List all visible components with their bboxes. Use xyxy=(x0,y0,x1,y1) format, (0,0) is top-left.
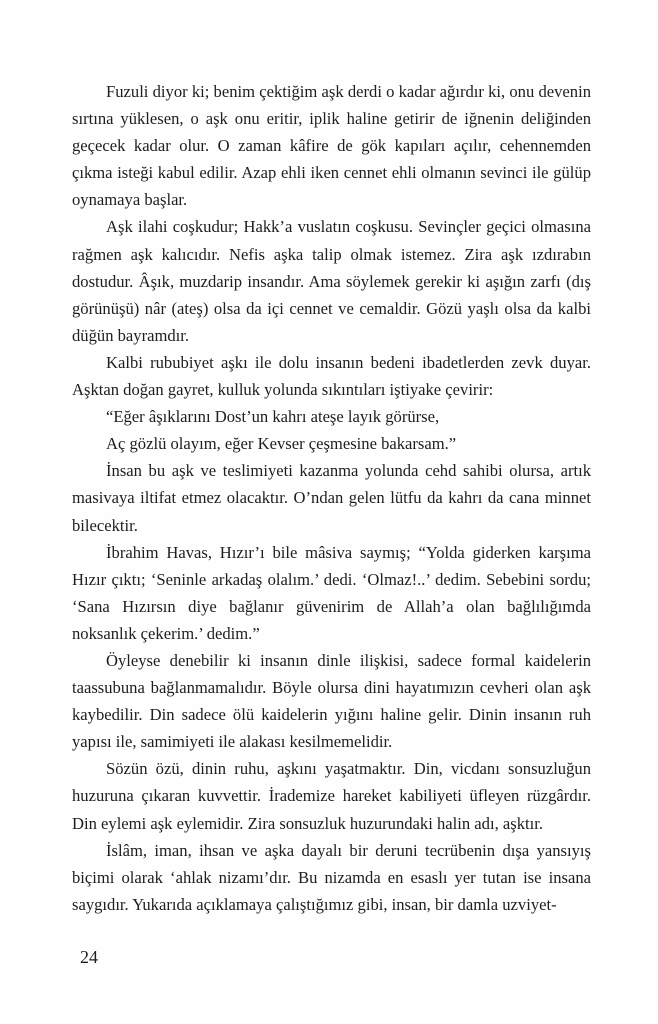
body-text xyxy=(72,78,591,918)
verse-line-2: Aç gözlü olayım, eğer Kevser çeşmesine bakarsam.” xyxy=(106,434,457,454)
paragraph-islam: İslâm, iman, ihsan ve aşka dayalı bir deruni tecrübenin dışa yansıyış biçimi olarak ‘ahlak nizamı’dır. Bu nizamda en esaslı yer tutan ise insana saygıdır. Yukarıda açıklamaya çalıştığımız gibi, insan, bir damla uzviyet- xyxy=(72,840,591,914)
paragraph-oyleyse: Öyleyse denebilir ki insanın dinle ilişkisi, sadece formal kaidelerin taassubuna bağlanmamalıdır. Böyle olursa dini hayatımızın cevheri olan aşk kaybedilir. Din sadece ölü kaidelerin yığını haline gelir. Dinin insanın ruh yapısı ile, samimiyeti ile alakası kesilmemelidir. xyxy=(72,650,591,752)
paragraph-insan-bu-ask: İnsan bu aşk ve teslimiyeti kazanma yolunda cehd sahibi olursa, artık masivaya iltifat etmez olacaktır. O’ndan gelen lütfu da kahrı da cana minnet bilecektir. xyxy=(72,461,591,535)
paragraph-kalbi-rububiyet: Kalbi rububiyet aşkı ile dolu insanın bedeni ibadetlerden zevk duyar. Aşktan doğan gayret, kulluk yolunda sıkıntıları iştiyake çevirir: xyxy=(72,352,591,400)
paragraph-fuzuli: Fuzuli diyor ki; benim çektiğim aşk derdi o kadar ağırdır ki, onu devenin sırtına yüklesen, o aşk onu eritir, iplik haline getirir de iğnenin deliğinden geçecek kadar olur. O zaman kâfire de gök kapıları açılır, cehennemden çıkma isteği kabul edilir. Azap ehli iken cennet ehli olmanın sevinci ile gülüp oynamaya başlar. xyxy=(72,82,591,210)
paragraph-ibrahim-havas: İbrahim Havas, Hızır’ı bile mâsiva saymış; “Yolda giderken karşıma Hızır çıktı; ‘Seninle arkadaş olalım.’ dedi. ‘Olmaz!..’ dedim. Sebebini sordu; ‘Sana Hızırsın diye bağlanır güvenirim de Allah’a olan bağlılığımda noksanlık çekerim.’ dedim.” xyxy=(72,542,591,643)
paragraph-ask-ilahi: Aşk ilahi coşkudur; Hakk’a vuslatın coşkusu. Sevinçler geçici olmasına rağmen aşk kalıcıdır. Nefis aşka talip olmak istemez. Zira aşk ızdırabın dostudur. Âşık, muzdarip insandır. Ama söylemek gerekir ki aşığın zarfı (dış görünüşü) nâr (ateş) olsa da içi cennet ve cemaldir. Gözü yaşlı olsa da kalbi düğün bayramdır. xyxy=(72,217,591,345)
page-number: 24 xyxy=(80,947,98,967)
verse-line-1: “Eğer âşıklarını Dost’un kahrı ateşe layık görürse, xyxy=(106,407,440,427)
paragraph-sozun-ozu: Sözün özü, dinin ruhu, aşkını yaşatmaktır. Din, vicdanı sonsuzluğun huzuruna çıkaran kuvvettir. İrademize hareket kabiliyeti üfleyen rüzgârdır. Din eylemi aşk eylemidir. Zira sonsuzluk huzurundaki halin adı, aşktır. xyxy=(72,759,591,833)
